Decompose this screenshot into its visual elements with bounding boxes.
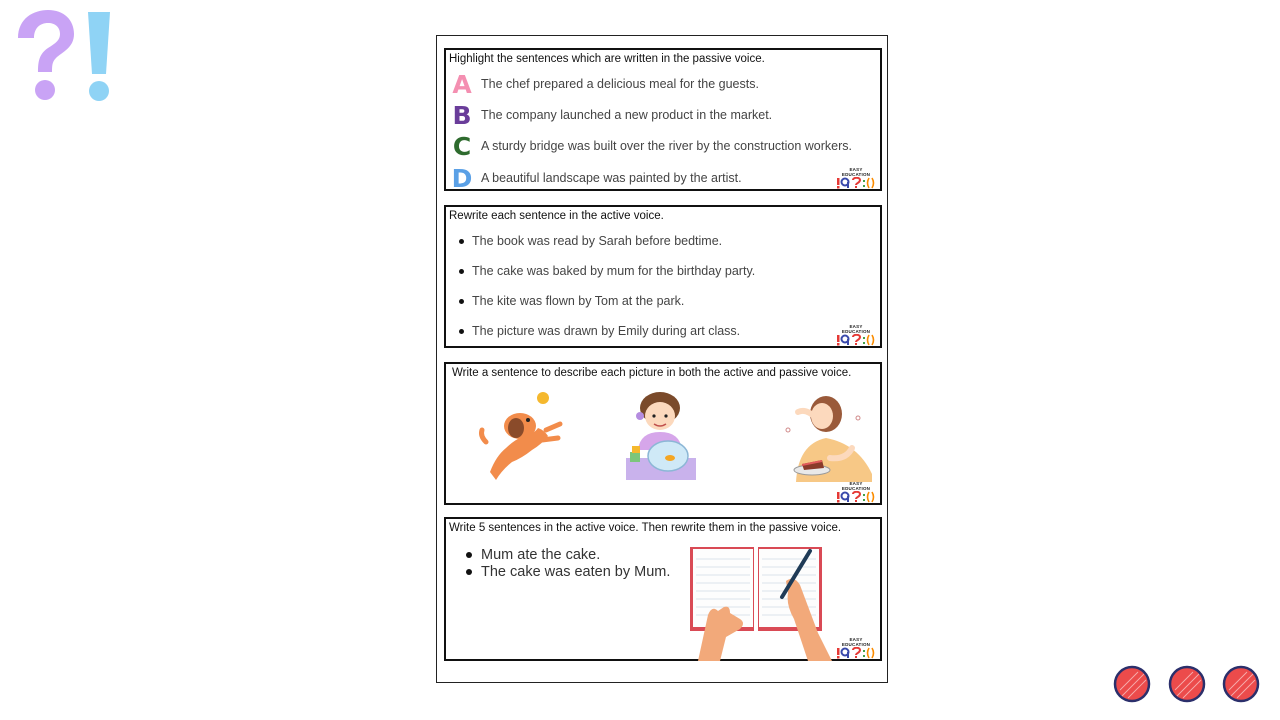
rewrite-item-1: The book was read by Sarah before bedtime. <box>459 234 722 248</box>
red-scribble-circle-icon[interactable] <box>1167 664 1207 704</box>
option-c[interactable] <box>450 133 852 159</box>
section4-title: Write 5 sentences in the active voice. Then rewrite them in the passive voice. <box>449 522 842 534</box>
example-passive: The cake was eaten by Mum. <box>466 564 670 580</box>
section2-title: Rewrite each sentence in the active voice. <box>449 210 664 222</box>
woman-eating-cake-picture <box>776 388 876 484</box>
letter-b-icon: B <box>452 100 472 130</box>
option-c-text: A sturdy bridge was built over the river by the construction workers. <box>481 139 852 153</box>
bullet-icon <box>459 239 464 244</box>
section1-title: Highlight the sentences which are written in the passive voice. <box>449 53 765 65</box>
option-a-text: The chef prepared a delicious meal for the guests. <box>481 77 759 91</box>
example-active: Mum ate the cake. <box>466 547 600 563</box>
section-highlight-passive <box>444 48 882 191</box>
option-d[interactable] <box>450 165 742 191</box>
brand-symbols-icon <box>835 647 877 659</box>
rewrite-item-4: The picture was drawn by Emily during art class. <box>459 324 740 338</box>
bullet-icon <box>459 269 464 274</box>
red-scribble-circle-icon[interactable] <box>1112 664 1152 704</box>
easy-education-logo: EASY EDUCATION <box>835 637 877 655</box>
easy-education-logo: EASY EDUCATION <box>835 481 877 499</box>
option-a[interactable] <box>450 71 759 97</box>
brand-symbols-icon <box>835 491 877 503</box>
bullet-icon <box>466 569 472 575</box>
option-b-text: The company launched a new product in the market. <box>481 108 773 122</box>
rewrite-item-2: The cake was baked by mum for the birthday party. <box>459 264 755 278</box>
worksheet-page <box>436 35 888 683</box>
rewrite-item-3: The kite was flown by Tom at the park. <box>459 294 684 308</box>
option-d-text: A beautiful landscape was painted by the artist. <box>481 171 742 185</box>
section-rewrite-active <box>444 205 882 348</box>
letter-d-icon: D <box>451 163 473 193</box>
option-b[interactable] <box>450 102 772 128</box>
bullet-icon <box>466 552 472 558</box>
letter-a-icon: A <box>452 69 472 99</box>
dog-jumping-picture <box>476 390 568 484</box>
notebook-writing-picture <box>690 545 840 661</box>
section-write-sentences <box>444 517 882 661</box>
girl-fishbowl-picture <box>626 392 700 482</box>
section3-title: Write a sentence to describe each picture in both the active and passive voice. <box>452 367 852 379</box>
brand-symbols-icon <box>835 334 877 346</box>
letter-c-icon: C <box>452 131 472 161</box>
easy-education-logo: EASY EDUCATION <box>835 167 877 185</box>
question-exclamation-logo <box>12 8 122 108</box>
bullet-icon <box>459 329 464 334</box>
easy-education-logo: EASY EDUCATION <box>835 324 877 342</box>
section-describe-pictures <box>444 362 882 505</box>
brand-symbols-icon <box>835 177 877 189</box>
bullet-icon <box>459 299 464 304</box>
red-scribble-circle-icon[interactable] <box>1221 664 1261 704</box>
